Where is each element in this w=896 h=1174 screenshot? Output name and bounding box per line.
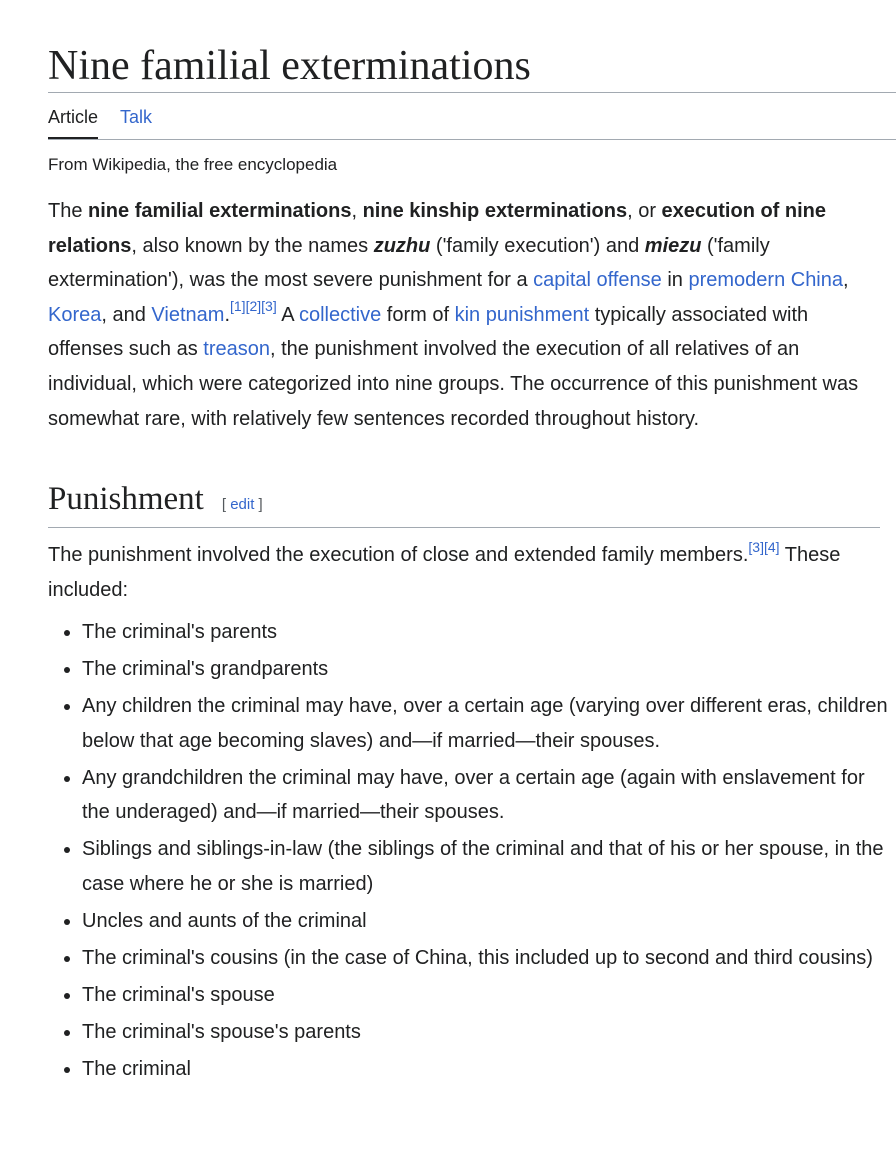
site-tagline: From Wikipedia, the free encyclopedia [48,155,338,174]
tab-article[interactable]: Article [48,106,98,139]
section-heading-punishment [48,479,880,528]
list-item: • The criminal [82,1052,892,1087]
list-item: • Any grandchildren the criminal may have, over a certain age (again with enslavement for the underaged) and—if married—their spouses. [82,761,892,830]
intro-text: , the punishment involved the execution of all relatives of an individual, which were categorized into nine groups. The occurrence of this punishment was somewhat rare, with relatively few sentences recorded throughout history. [48,338,859,430]
punishment-intro-paragraph [48,538,884,607]
intro-text: , and [101,303,152,326]
link-vietnam[interactable]: Vietnam [151,303,225,326]
link-collective[interactable]: collective [298,303,382,326]
intro-text: , or [627,200,662,222]
section-title: Punishment [48,481,204,518]
list-item: • Any children the criminal may have, over a certain age (varying over different eras, children below that age becoming slaves) and—if married—their spouses. [82,689,892,758]
reference-3[interactable]: [3] [261,298,277,315]
list-item: • The criminal's spouse's parents [82,1015,892,1050]
term-zuzhu: zuzhu [373,234,431,257]
intro-text: , also known by the names [131,234,374,257]
list-item: • Uncles and aunts of the criminal [82,904,892,939]
intro-text: The [48,200,89,222]
reference-2[interactable]: [2] [245,298,262,315]
tab-talk[interactable]: Talk [120,107,153,127]
list-item: • The criminal's cousins (in the case of China, this included up to second and third cousins) [82,941,892,976]
intro-text: in [661,269,689,292]
intro-text: , [843,269,849,292]
intro-text: typically associated with offenses such as [48,303,809,361]
list-item: • The criminal's spouse [82,978,892,1013]
edit-bracket-close: ] [254,496,263,514]
intro-text: , [351,200,363,222]
punishment-intro-text-2: These included: [48,544,841,601]
edit-section-link[interactable]: edit [230,496,255,514]
edit-bracket-open: [ [221,496,231,514]
intro-text: ('family execution') and [430,234,645,257]
link-capital-offense[interactable]: capital offense [533,269,662,292]
bold-term-nine-familial-exterminations: nine familial exterminations [88,200,352,222]
section-edit [222,496,263,513]
bold-term-nine-kinship-exterminations: nine kinship exterminations [362,200,628,222]
intro-text: form of [381,303,455,326]
reference-3[interactable]: [3] [748,538,764,555]
namespace-tabs [48,93,896,140]
list-item: • The criminal's grandparents [82,652,892,687]
link-kin-punishment[interactable]: kin punishment [454,303,590,326]
page-title: Nine familial exterminations [48,43,531,89]
intro-text: ('family extermination'), was the most severe punishment for a [48,234,770,292]
bold-term-execution-of-nine-relations: execution of nine relations [48,200,827,257]
intro-paragraph [48,194,884,436]
link-treason[interactable]: treason [203,338,271,361]
list-item: • The criminal's parents [82,615,892,650]
link-premodern-china[interactable]: premodern China [688,269,843,292]
term-miezu: miezu [644,234,702,257]
reference-1[interactable]: [1] [230,298,246,315]
punishment-intro-text: The punishment involved the execution of close and extended family members. [48,544,749,567]
reference-4[interactable]: [4] [763,538,780,555]
intro-text: A [276,303,299,326]
relatives-list [48,615,892,1086]
intro-text: . [224,303,230,326]
link-korea[interactable]: Korea [48,303,102,326]
list-item: • Siblings and siblings-in-law (the siblings of the criminal and that of his or her spouse, in the case where he or she is married) [82,832,892,901]
